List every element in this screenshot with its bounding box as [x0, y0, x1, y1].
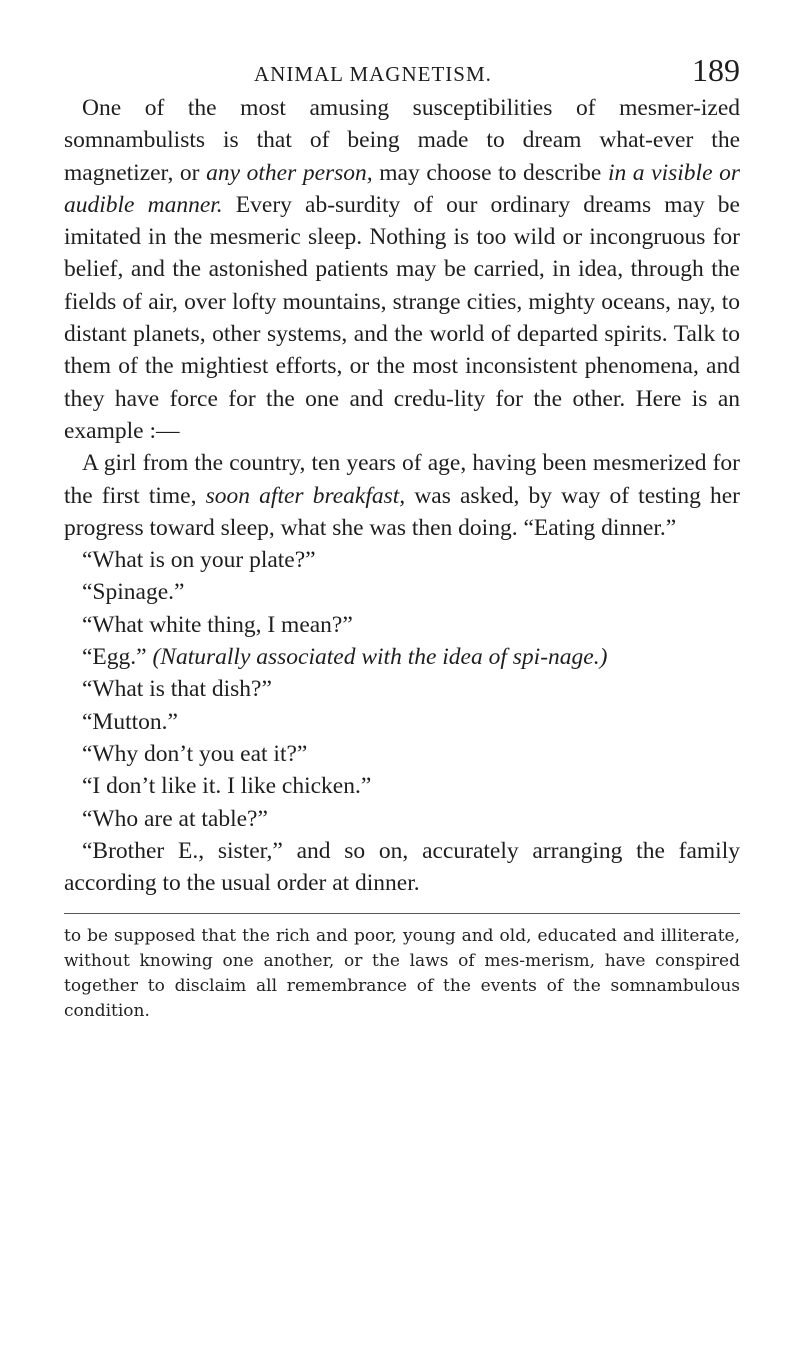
dialog-line-9: “Who are at table?” — [82, 805, 268, 832]
dialog-line-8: “I don’t like it. I like chicken.” — [82, 773, 372, 800]
dialog-line-3: “What white thing, I mean?” — [82, 611, 353, 638]
page-number: 189 — [692, 52, 740, 88]
dialog-line-6: “Mutton.” — [82, 708, 178, 735]
dialog-line-5: “What is that dish?” — [82, 676, 272, 703]
dialog-line-1: “What is on your plate?” — [82, 547, 316, 574]
footnote: to be supposed that the rich and poor, young and old, educated and illiterate, without knowing one another, or the laws of mes-merism, have conspired together to disclaim all remembrance of the events of the somnambulous condition. — [64, 926, 740, 1022]
dialog-line-4-note: (Naturally associated with the idea of spi-nage.) — [152, 644, 608, 671]
footnote-rule — [64, 913, 740, 914]
paragraph-intro — [64, 92, 740, 447]
dialog-line-7: “Why don’t you eat it?” — [82, 740, 308, 767]
paragraph-example-part-1: A girl from the country, ten years of age, having been mesmerized for the first time, — [64, 450, 740, 509]
book-page — [64, 48, 740, 1024]
paragraph-intro-emphasis-2: in a visible or audible manner. — [64, 159, 740, 218]
running-head — [64, 48, 740, 92]
running-title: ANIMAL MAGNETISM. — [254, 62, 492, 86]
dialog-line-10: “Brother E., sister,” and so on, accurately arranging the family according to the usual order at dinner. — [64, 837, 740, 897]
paragraph-intro-part-2: may choose to describe — [372, 159, 608, 186]
dialog-line-4 — [64, 641, 740, 673]
paragraph-intro-part-1: One of the most amusing susceptibilities of mesmer-ized somnambulists is that of being made to dream what-ever the magnetizer, or — [64, 95, 740, 186]
paragraph-example — [64, 447, 740, 544]
body-text — [64, 92, 740, 899]
paragraph-example-part-2: was asked, by way of testing her progress toward sleep, what she was then doing. “Eating dinner.” — [64, 482, 740, 541]
paragraph-intro-emphasis-1: any other person, — [206, 159, 373, 186]
paragraph-example-emphasis: soon after breakfast, — [205, 482, 406, 509]
paragraph-intro-part-3: Every ab-surdity of our ordinary dreams may be imitated in the mesmeric sleep. Nothing is too wild or incongruous for belief, and the astonished patients may be carried, in idea, through the fields of air, over lofty mountains, strange cities, mighty oceans, nay, to distant planets, other systems, and the world of departed spirits. Talk to them of the mightiest efforts, or the most inconsistent phenomena, and they have force for the one and credu-lity for the other. Here is an example :— — [64, 191, 740, 444]
dialog-line-4-speech: “Egg.” — [82, 644, 153, 671]
dialog-line-2: “Spinage.” — [82, 579, 185, 606]
